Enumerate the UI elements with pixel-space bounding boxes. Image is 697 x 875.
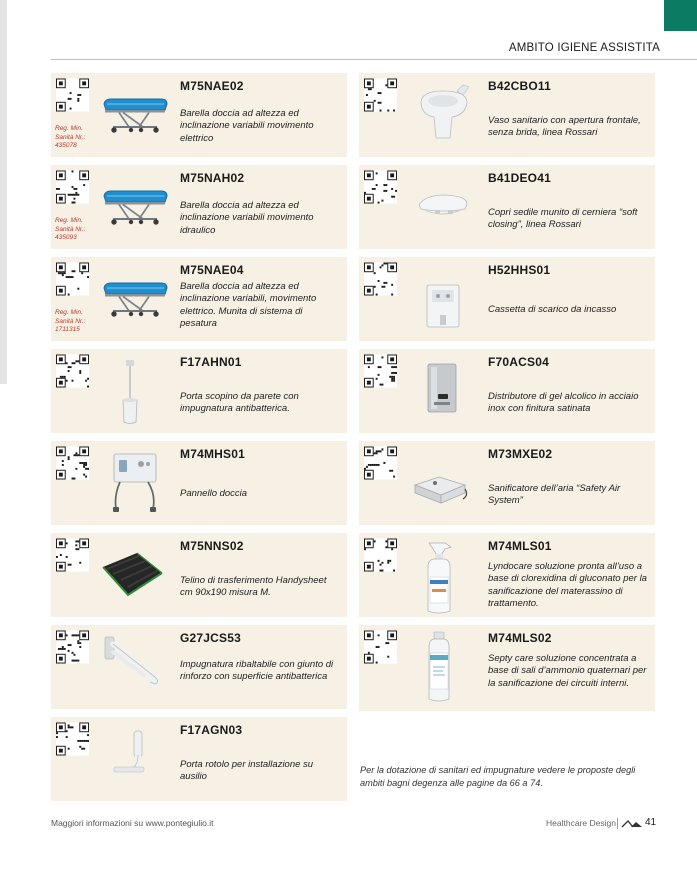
product-card[interactable] (51, 441, 347, 525)
air-sanitizer-icon (411, 469, 469, 509)
shower-panel-icon (106, 451, 166, 515)
qr-code[interactable] (56, 722, 89, 756)
grab-bar-icon (103, 635, 165, 687)
product-card[interactable] (51, 257, 347, 341)
shower-stretcher-icon (101, 187, 169, 227)
product-description: Sanificatore dell’aria “Safety Air System” (488, 483, 621, 507)
product-code: M74MHS01 (180, 447, 245, 461)
title-rule (51, 59, 697, 60)
qr-code[interactable] (56, 78, 89, 112)
registration-line: Reg. Min. (55, 217, 83, 224)
product-description: Lyndocare soluzione pronta all’uso a base di clorexidina di gluconato per la sanificazione del materassino di trattamento. (488, 561, 647, 609)
product-description: Impugnatura ribaltabile con giunto di rinforzo con superficie antibatterica (180, 659, 334, 683)
qr-code[interactable] (364, 354, 397, 388)
toilet-icon (417, 81, 471, 143)
brand-logo-icon (621, 818, 643, 830)
product-code: M73MXE02 (488, 447, 553, 461)
product-code: F17AGN03 (180, 723, 243, 737)
product-description: Barella doccia ad altezza ed inclinazione variabili movimento idraulico (180, 200, 314, 236)
registration-note (55, 125, 85, 151)
product-card[interactable] (51, 533, 347, 617)
transfer-sheet-icon (99, 549, 165, 601)
gel-dispenser-icon (425, 361, 459, 417)
product-code: M75NAH02 (180, 171, 245, 185)
footer-website[interactable]: Maggiori informazioni su www.pontegiulio.it (51, 818, 214, 828)
product-code: M74MLS02 (488, 631, 552, 645)
product-description: Porta rotolo per installazione su ausilio (180, 759, 314, 783)
qr-code[interactable] (364, 538, 397, 572)
product-code: F70ACS04 (488, 355, 549, 369)
flush-cistern-icon (423, 281, 463, 331)
registration-line: 435093 (55, 234, 77, 241)
shower-stretcher-icon (101, 95, 169, 135)
qr-code[interactable] (364, 78, 397, 112)
product-card[interactable] (359, 165, 655, 249)
corner-accent-tab (664, 0, 697, 31)
qr-code[interactable] (56, 262, 89, 296)
page-number: 41 (645, 817, 657, 828)
product-code: B41DEO41 (488, 171, 551, 185)
product-card[interactable] (359, 625, 655, 711)
product-description: Porta scopino da parete con impugnatura antibatterica. (180, 391, 299, 415)
product-card[interactable] (51, 717, 347, 801)
qr-code[interactable] (56, 446, 89, 480)
product-description: Vaso sanitario con apertura frontale, senza brida, linea Rossari (488, 115, 641, 139)
product-description: Telino di trasferimento Handysheet cm 90x190 misura M. (180, 575, 327, 599)
product-card[interactable] (51, 349, 347, 433)
product-card[interactable] (359, 73, 655, 157)
registration-line: Sanità Nr.: (55, 317, 86, 325)
registration-note (55, 217, 85, 243)
toilet-seat-icon (415, 191, 471, 225)
registration-line: Reg. Min. (55, 309, 83, 316)
product-description: Barella doccia ad altezza ed inclinazione variabili, movimento elettrico. Munita di sistema di pesatura (180, 281, 317, 329)
registration-line: Sanità Nr.: (55, 133, 86, 141)
registration-note (55, 309, 85, 335)
footer-brand: Healthcare Design (546, 818, 616, 828)
registration-line: 1711315 (55, 326, 80, 333)
product-description: Barella doccia ad altezza ed inclinazione variabili movimento elettrico (180, 108, 314, 144)
product-card[interactable] (51, 625, 347, 709)
product-card[interactable] (359, 349, 655, 433)
product-description: Cassetta di scarico da incasso (488, 304, 617, 315)
detergent-bottle-icon (423, 629, 455, 705)
section-title: AMBITO IGIENE ASSISTITA (508, 42, 660, 54)
registration-line: Reg. Min. (55, 125, 83, 132)
product-card[interactable] (359, 533, 655, 617)
product-card[interactable] (359, 441, 655, 525)
qr-code[interactable] (56, 630, 89, 664)
product-code: M75NNS02 (180, 539, 244, 553)
registration-line: 435078 (55, 142, 77, 149)
qr-code[interactable] (364, 262, 397, 296)
shower-stretcher-icon (101, 279, 169, 319)
footer-separator (617, 818, 618, 829)
qr-code[interactable] (364, 630, 397, 664)
roll-holder-icon (109, 729, 155, 785)
qr-code[interactable] (56, 170, 89, 204)
spray-bottle-icon (421, 537, 457, 617)
product-code: M75NAE02 (180, 79, 244, 93)
product-card[interactable] (51, 165, 347, 249)
product-code: M75NAE04 (180, 263, 244, 277)
product-code: B42CBO11 (488, 79, 551, 93)
product-code: M74MLS01 (488, 539, 552, 553)
product-description: Distributore di gel alcolico in acciaio inox con finitura satinata (488, 391, 639, 415)
qr-code[interactable] (56, 538, 89, 572)
product-description: Copri sedile munito di cerniera “soft closing”, linea Rossari (488, 207, 638, 231)
product-description: Pannello doccia (180, 488, 248, 499)
product-code: G27JCS53 (180, 631, 241, 645)
product-code: F17AHN01 (180, 355, 242, 369)
product-card[interactable] (359, 257, 655, 341)
toilet-brush-holder-icon (117, 358, 143, 426)
product-card[interactable] (51, 73, 347, 157)
product-description: Septy care soluzione concentrata a base di sali d’ammonio quaternari per la sanificazione dei circuiti interni. (488, 653, 647, 689)
left-edge-bar (0, 0, 7, 384)
qr-code[interactable] (56, 354, 89, 388)
reference-note: Per la dotazione di sanitari ed impugnature vedere le proposte degli ambiti bagni degenza alle pagine da 66 a 74. (360, 765, 636, 788)
qr-code[interactable] (364, 170, 397, 204)
qr-code[interactable] (364, 446, 397, 480)
product-code: H52HHS01 (488, 263, 551, 277)
registration-line: Sanità Nr.: (55, 225, 86, 233)
